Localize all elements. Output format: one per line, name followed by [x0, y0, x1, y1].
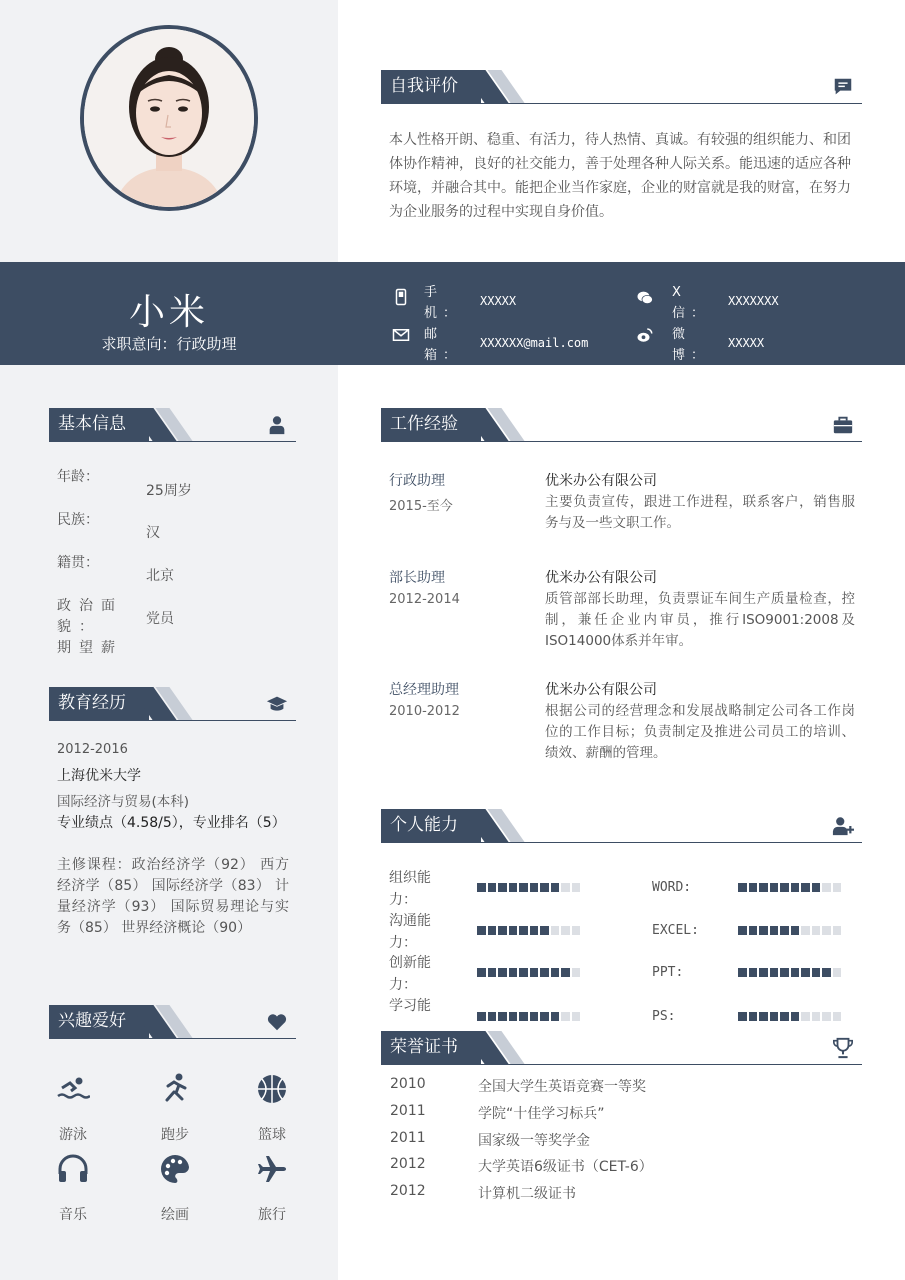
education-school: 上海优米大学 — [57, 768, 141, 784]
skill-bar-segment — [791, 926, 800, 935]
skill-bar-segment — [833, 883, 842, 892]
skill-bar-segment — [551, 883, 560, 892]
info-value: 汉 — [146, 525, 160, 541]
skill-bar-segment — [572, 1012, 581, 1021]
skill-bar-segment — [488, 968, 497, 977]
info-label: 年龄： — [57, 469, 99, 485]
basketball-icon — [255, 1072, 289, 1106]
skill-bar — [738, 968, 850, 977]
info-value: 北京 — [146, 568, 174, 584]
info-label: 民族： — [57, 512, 99, 528]
skill-bar-segment — [759, 968, 768, 977]
skill-label: PS: — [652, 1009, 676, 1024]
skill-bar-segment — [477, 1012, 486, 1021]
section-divider — [49, 720, 296, 721]
skill-bar-segment — [498, 1012, 507, 1021]
skill-bar-segment — [738, 1012, 747, 1021]
graduation-cap-icon — [266, 693, 288, 715]
skill-bar-segment — [477, 926, 486, 935]
skill-bar-segment — [770, 883, 779, 892]
candidate-name: 小米 — [128, 292, 209, 333]
contact-label-weibo: 微博： — [672, 327, 704, 363]
award-year: 2012 — [390, 1156, 426, 1172]
skill-bar-segment — [540, 926, 549, 935]
job-company: 优米办公有限公司 — [545, 682, 657, 698]
skill-bar-segment — [509, 1012, 518, 1021]
avatar — [80, 25, 258, 211]
skill-bar-segment — [509, 883, 518, 892]
skill-bar-segment — [770, 968, 779, 977]
skill-bar-segment — [509, 926, 518, 935]
skill-bar-segment — [561, 1012, 570, 1021]
contact-value-wechat: XXXXXXX — [728, 294, 779, 308]
skill-bar-segment — [749, 1012, 758, 1021]
award-title: 学院“十佳学习标兵” — [478, 1106, 605, 1122]
self-eval-text: 本人性格开朗、稳重、有活力，待人热情、真诚。有较强的组织能力、和团体协作精神，良好的社交能力，善于处理各种人际关系。能迅速的适应各种环境，并融合其中。能把企业当作家庭，企业的财富就是我的财富，在努力为企业服务的过程中实现自身价值。 — [389, 132, 851, 220]
skill-bar-segment — [519, 883, 528, 892]
skill-bar-segment — [812, 1012, 821, 1021]
skill-bar — [477, 1012, 589, 1021]
skill-label: 学习能 — [389, 998, 431, 1014]
skill-bar — [738, 1012, 850, 1021]
skill-bar-segment — [812, 883, 821, 892]
skill-bar-segment — [738, 926, 747, 935]
job-title: 部长助理 — [389, 570, 445, 586]
skill-bar-segment — [488, 883, 497, 892]
skill-bar-segment — [822, 926, 831, 935]
job-title: 总经理助理 — [389, 682, 459, 698]
mail-icon — [392, 326, 410, 344]
section-title: 荣誉证书 — [381, 1031, 481, 1064]
hobby-label: 绘画 — [161, 1207, 189, 1223]
running-icon — [158, 1072, 192, 1106]
hobby-label: 音乐 — [59, 1207, 87, 1223]
skill-bar-segment — [801, 968, 810, 977]
section-header-basic — [49, 408, 296, 442]
skill-bar-segment — [738, 883, 747, 892]
award-title: 计算机二级证书 — [478, 1186, 576, 1202]
skill-bar-segment — [530, 926, 539, 935]
skill-bar — [477, 926, 589, 935]
skill-bar-segment — [770, 1012, 779, 1021]
hobby-item — [33, 1072, 113, 1144]
section-divider — [49, 1038, 296, 1039]
award-year: 2010 — [390, 1076, 426, 1092]
skill-bar-segment — [572, 926, 581, 935]
contact-value-mail: XXXXXX@mail.com — [480, 336, 589, 350]
info-value: 25周岁 — [146, 483, 192, 499]
award-title: 大学英语6级证书（CET-6） — [478, 1159, 653, 1175]
skill-bar — [477, 883, 589, 892]
skill-bar-segment — [791, 1012, 800, 1021]
job-intent: 求职意向：行政助理 — [101, 335, 237, 353]
skill-bar-segment — [488, 926, 497, 935]
award-title: 国家级一等奖学金 — [478, 1133, 590, 1149]
section-title: 工作经验 — [381, 408, 481, 441]
skill-bar — [738, 926, 850, 935]
skill-bar-segment — [572, 883, 581, 892]
skill-label: 沟通能力： — [389, 913, 431, 951]
skill-bar-segment — [791, 968, 800, 977]
skill-bar-segment — [530, 968, 539, 977]
phone-icon — [392, 288, 410, 306]
wechat-icon — [636, 289, 654, 307]
skill-bar-segment — [498, 968, 507, 977]
trophy-icon — [832, 1037, 854, 1059]
section-header-awards — [381, 1031, 862, 1065]
contact-value-phone: XXXXX — [480, 294, 517, 308]
skill-bar-segment — [801, 926, 810, 935]
section-title: 个人能力 — [381, 809, 481, 842]
skill-bar-segment — [833, 926, 842, 935]
info-label: 政治面貌： — [57, 598, 123, 635]
skill-bar-segment — [551, 968, 560, 977]
award-title: 全国大学生英语竞赛一等奖 — [478, 1079, 646, 1095]
section-divider — [381, 1064, 862, 1065]
contact-value-weibo: XXXXX — [728, 336, 765, 350]
user-icon — [266, 414, 288, 436]
skill-bar-segment — [822, 968, 831, 977]
skill-bar-segment — [498, 883, 507, 892]
skill-bar-segment — [780, 883, 789, 892]
contact-label-mail: 邮箱： — [424, 327, 456, 363]
job-description: 根据公司的经营理念和发展战略制定公司各工作岗位的工作目标；负责制定及推进公司员工的培训、绩效、薪酬的管理。 — [545, 703, 855, 761]
job-description: 质管部部长助理，负责票证车间生产质量检查，控制，兼任企业内审员，推行ISO9001:2008及ISO14000体系并年审。 — [545, 591, 855, 649]
skill-bar-segment — [509, 968, 518, 977]
education-courses: 主修课程：政治经济学（92） 西方经济学（85） 国际经济学（83） 计量经济学（93） 国际贸易理论与实务（85） 世界经济概论（90） — [57, 857, 289, 936]
section-header-hobbies — [49, 1005, 296, 1039]
skill-bar-segment — [519, 968, 528, 977]
name-banner — [0, 262, 905, 365]
skill-bar-segment — [561, 926, 570, 935]
section-title: 教育经历 — [49, 687, 149, 720]
section-title: 基本信息 — [49, 408, 149, 441]
job-title: 行政助理 — [389, 473, 445, 489]
skill-bar — [738, 883, 850, 892]
skill-bar-segment — [530, 1012, 539, 1021]
skill-label: 创新能力： — [389, 955, 431, 993]
skill-bar-segment — [801, 1012, 810, 1021]
skill-bar-segment — [749, 968, 758, 977]
skill-label: 组织能力： — [389, 870, 431, 908]
hobby-label: 旅行 — [258, 1207, 286, 1223]
hobby-item — [135, 1072, 215, 1144]
skill-bar-segment — [812, 926, 821, 935]
skill-bar-segment — [498, 926, 507, 935]
section-header-self-eval — [381, 70, 862, 104]
skill-bar-segment — [759, 883, 768, 892]
award-year: 2011 — [390, 1130, 426, 1146]
skill-bar-segment — [477, 968, 486, 977]
skill-bar-segment — [551, 1012, 560, 1021]
hobby-label: 游泳 — [59, 1127, 87, 1143]
comment-icon — [832, 76, 854, 98]
skill-bar-segment — [749, 883, 758, 892]
section-header-work — [381, 408, 862, 442]
swimming-icon — [56, 1072, 90, 1106]
skill-bar-segment — [812, 968, 821, 977]
education-period: 2012-2016 — [57, 742, 128, 757]
skill-label: PPT: — [652, 965, 684, 980]
skill-bar-segment — [801, 883, 810, 892]
skill-bar-segment — [540, 883, 549, 892]
hobby-item — [33, 1152, 113, 1224]
airplane-icon — [255, 1152, 289, 1186]
skill-bar-segment — [572, 968, 581, 977]
briefcase-icon — [832, 414, 854, 436]
skill-bar-segment — [749, 926, 758, 935]
skill-bar-segment — [551, 926, 560, 935]
skill-bar-segment — [822, 883, 831, 892]
skill-bar-segment — [540, 1012, 549, 1021]
section-header-education — [49, 687, 296, 721]
skill-bar-segment — [759, 926, 768, 935]
skill-bar-segment — [519, 1012, 528, 1021]
palette-icon — [158, 1152, 192, 1186]
skill-bar — [477, 968, 589, 977]
section-title: 兴趣爱好 — [49, 1005, 149, 1038]
award-year: 2011 — [390, 1103, 426, 1119]
job-period: 2015-至今 — [389, 499, 453, 514]
education-gpa: 专业绩点（4.58/5），专业排名（5） — [57, 815, 286, 831]
hobby-item — [232, 1152, 312, 1224]
skill-bar-segment — [561, 968, 570, 977]
contact-label-wechat: X信： — [672, 285, 704, 321]
headphones-icon — [56, 1152, 90, 1186]
skill-label: EXCEL: — [652, 923, 699, 938]
skill-bar-segment — [488, 1012, 497, 1021]
skill-bar-segment — [780, 1012, 789, 1021]
skill-bar-segment — [833, 1012, 842, 1021]
section-divider — [49, 441, 296, 442]
skill-bar-segment — [530, 883, 539, 892]
add-user-icon — [832, 815, 854, 837]
education-major: 国际经济与贸易(本科) — [57, 794, 190, 810]
skill-bar-segment — [780, 968, 789, 977]
job-period: 2012-2014 — [389, 592, 460, 607]
section-divider — [381, 441, 862, 442]
skill-bar-segment — [561, 883, 570, 892]
skill-bar-segment — [780, 926, 789, 935]
hobby-item — [135, 1152, 215, 1224]
section-divider — [381, 842, 862, 843]
info-value: 党员 — [146, 611, 174, 627]
skill-bar-segment — [770, 926, 779, 935]
skill-bar-segment — [540, 968, 549, 977]
award-year: 2012 — [390, 1183, 426, 1199]
hobby-label: 篮球 — [258, 1127, 286, 1143]
heart-icon — [266, 1011, 288, 1033]
section-header-skills — [381, 809, 862, 843]
skill-bar-segment — [822, 1012, 831, 1021]
contact-label-phone: 手机： — [424, 285, 456, 321]
info-label: 期望薪 — [57, 640, 123, 656]
hobby-item — [232, 1072, 312, 1144]
skill-bar-segment — [519, 926, 528, 935]
weibo-icon — [636, 326, 654, 344]
skill-bar-segment — [833, 968, 842, 977]
job-company: 优米办公有限公司 — [545, 570, 657, 586]
skill-bar-segment — [791, 883, 800, 892]
section-title: 自我评价 — [381, 70, 481, 103]
job-description: 主要负责宣传，跟进工作进程，联系客户，销售服务与及一些文职工作。 — [545, 494, 855, 531]
job-period: 2010-2012 — [389, 704, 460, 719]
info-label: 籍贯： — [57, 555, 99, 571]
hobby-label: 跑步 — [161, 1127, 189, 1143]
section-divider — [381, 103, 862, 104]
skill-bar-segment — [738, 968, 747, 977]
job-company: 优米办公有限公司 — [545, 473, 657, 489]
skill-bar-segment — [759, 1012, 768, 1021]
skill-label: WORD: — [652, 880, 692, 895]
skill-bar-segment — [477, 883, 486, 892]
